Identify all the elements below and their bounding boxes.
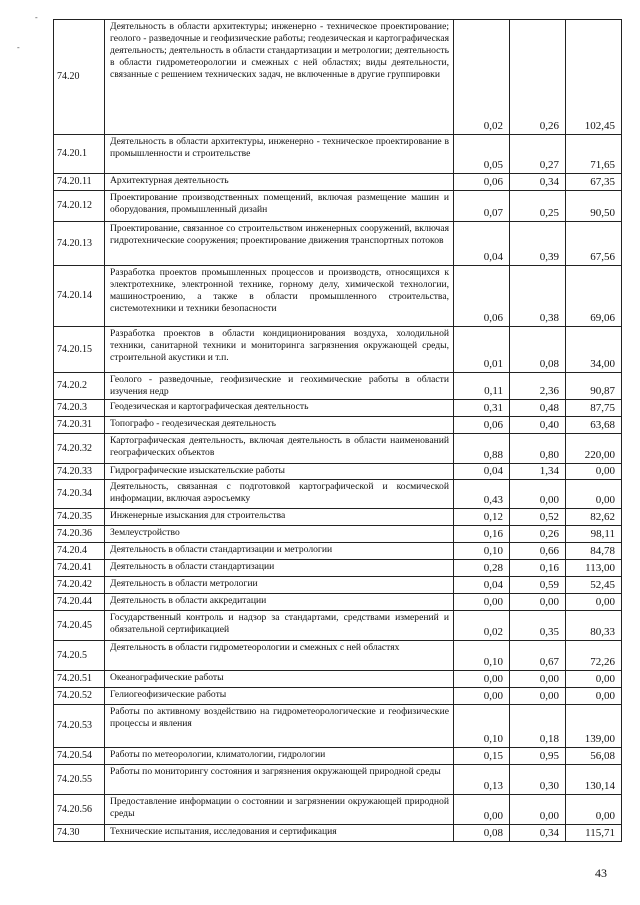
table-row (54, 671, 622, 688)
row-code: 74.20.3 (54, 400, 105, 417)
row-code: 74.20.5 (54, 641, 105, 671)
row-code: 74.20.33 (54, 464, 105, 480)
row-value-2: 0,59 (510, 577, 566, 594)
row-value-1: 0,31 (454, 400, 510, 417)
row-value-3: 80,33 (566, 611, 622, 641)
row-value-3: 84,78 (566, 543, 622, 560)
row-code: 74.20.1 (54, 135, 105, 174)
table-row (54, 641, 622, 671)
row-code: 74.20.44 (54, 594, 105, 611)
table-row (54, 417, 622, 434)
table-row (54, 560, 622, 577)
row-code: 74.20.45 (54, 611, 105, 641)
row-value-1: 0,16 (454, 526, 510, 543)
row-value-1: 0,13 (454, 765, 510, 795)
table-row (54, 509, 622, 526)
row-value-2: 0,00 (510, 480, 566, 509)
row-value-1: 0,43 (454, 480, 510, 509)
table-row (54, 795, 622, 825)
row-value-3: 139,00 (566, 705, 622, 748)
row-value-3: 0,00 (566, 671, 622, 688)
row-description: Гидрографические изыскательские работы (105, 464, 454, 480)
row-value-1: 0,15 (454, 748, 510, 765)
row-value-1: 0,07 (454, 191, 510, 222)
row-value-2: 0,00 (510, 671, 566, 688)
row-description: Работы по активному воздействию на гидрометеорологические и геофизические процессы и явления (105, 705, 454, 748)
row-value-1: 0,06 (454, 417, 510, 434)
row-value-3: 63,68 (566, 417, 622, 434)
table-row (54, 825, 622, 842)
row-description: Деятельность в области архитектуры; инженерно - техническое проектирование; геолого - разведочные и геофизические работы; геодезическая и картографическая деятельность; деятельность в области стандартизации и метрологии; деятельность в области гидрометеорологии и смежных с ней областях; виды деятельности, связанные с решением технических задач, не включенные в другие группировки (105, 20, 454, 135)
row-value-3: 0,00 (566, 594, 622, 611)
row-code: 74.20.42 (54, 577, 105, 594)
row-value-1: 0,88 (454, 434, 510, 464)
row-description: Проектирование, связанное со строительством инженерных сооружений, включая гидротехнические сооружения; проектирование движения транспортных потоков (105, 222, 454, 266)
row-code: 74.20.52 (54, 688, 105, 705)
row-code: 74.20.11 (54, 174, 105, 191)
row-description: Работы по метеорологии, климатологии, гидрологии (105, 748, 454, 765)
row-value-2: 0,26 (510, 20, 566, 135)
row-code: 74.20.15 (54, 327, 105, 373)
row-value-2: 0,00 (510, 594, 566, 611)
table-row (54, 327, 622, 373)
row-description: Деятельность в области аккредитации (105, 594, 454, 611)
row-code: 74.20.41 (54, 560, 105, 577)
row-value-3: 130,14 (566, 765, 622, 795)
row-value-2: 0,08 (510, 327, 566, 373)
row-value-3: 102,45 (566, 20, 622, 135)
row-value-3: 0,00 (566, 688, 622, 705)
row-description: Деятельность в области стандартизации и метрологии (105, 543, 454, 560)
row-code: 74.20.34 (54, 480, 105, 509)
table-row (54, 543, 622, 560)
row-value-3: 82,62 (566, 509, 622, 526)
table-row (54, 705, 622, 748)
row-value-2: 0,25 (510, 191, 566, 222)
table-row (54, 688, 622, 705)
row-value-1: 0,10 (454, 641, 510, 671)
row-description: Гелиогеофизические работы (105, 688, 454, 705)
row-code: 74.20.2 (54, 373, 105, 400)
table-row (54, 222, 622, 266)
row-description: Геодезическая и картографическая деятельность (105, 400, 454, 417)
margin-mark: - (35, 13, 38, 22)
row-code: 74.20.4 (54, 543, 105, 560)
row-value-1: 0,10 (454, 543, 510, 560)
page-number: 43 (595, 866, 607, 880)
row-value-2: 0,66 (510, 543, 566, 560)
row-description: Деятельность в области метрологии (105, 577, 454, 594)
row-description: Геолого - разведочные, геофизические и геохимические работы в области изучения недр (105, 373, 454, 400)
row-code: 74.20.12 (54, 191, 105, 222)
row-code: 74.20.13 (54, 222, 105, 266)
row-code: 74.20.51 (54, 671, 105, 688)
row-description: Топографо - геодезическая деятельность (105, 417, 454, 434)
row-value-2: 0,95 (510, 748, 566, 765)
row-value-1: 0,06 (454, 266, 510, 327)
row-value-1: 0,04 (454, 464, 510, 480)
row-value-2: 0,26 (510, 526, 566, 543)
table-row (54, 526, 622, 543)
row-value-2: 0,39 (510, 222, 566, 266)
row-description: Архитектурная деятельность (105, 174, 454, 191)
row-value-3: 90,50 (566, 191, 622, 222)
row-value-2: 0,34 (510, 174, 566, 191)
table-row (54, 480, 622, 509)
row-value-1: 0,00 (454, 688, 510, 705)
row-value-2: 0,80 (510, 434, 566, 464)
row-value-3: 52,45 (566, 577, 622, 594)
row-value-2: 0,67 (510, 641, 566, 671)
table-row (54, 174, 622, 191)
row-value-2: 0,38 (510, 266, 566, 327)
row-value-3: 90,87 (566, 373, 622, 400)
row-code: 74.30 (54, 825, 105, 842)
row-value-1: 0,00 (454, 594, 510, 611)
row-description: Проектирование производственных помещений, включая размещение машин и оборудования, промышленный дизайн (105, 191, 454, 222)
row-value-2: 0,00 (510, 688, 566, 705)
row-value-1: 0,12 (454, 509, 510, 526)
table-row (54, 266, 622, 327)
row-value-3: 69,06 (566, 266, 622, 327)
row-code: 74.20.14 (54, 266, 105, 327)
row-value-3: 115,71 (566, 825, 622, 842)
row-description: Деятельность, связанная с подготовкой картографической и космической информации, включая аэросъемку (105, 480, 454, 509)
row-value-1: 0,02 (454, 611, 510, 641)
row-value-2: 0,30 (510, 765, 566, 795)
row-code: 74.20.55 (54, 765, 105, 795)
row-value-2: 0,48 (510, 400, 566, 417)
table-row (54, 191, 622, 222)
row-description: Разработка проектов в области кондиционирования воздуха, холодильной техники, санитарной техники и мониторинга загрязнения окружающей среды, строительной акустики и т.п. (105, 327, 454, 373)
row-value-3: 0,00 (566, 795, 622, 825)
row-value-2: 0,00 (510, 795, 566, 825)
row-code: 74.20.32 (54, 434, 105, 464)
table-row (54, 400, 622, 417)
table-row (54, 594, 622, 611)
row-description: Деятельность в области стандартизации (105, 560, 454, 577)
row-value-2: 2,36 (510, 373, 566, 400)
row-value-3: 67,56 (566, 222, 622, 266)
row-code: 74.20.56 (54, 795, 105, 825)
row-value-1: 0,04 (454, 222, 510, 266)
row-value-1: 0,11 (454, 373, 510, 400)
row-value-2: 0,16 (510, 560, 566, 577)
row-value-3: 0,00 (566, 464, 622, 480)
row-description: Инженерные изыскания для строительства (105, 509, 454, 526)
row-value-3: 34,00 (566, 327, 622, 373)
row-value-3: 87,75 (566, 400, 622, 417)
row-value-3: 72,26 (566, 641, 622, 671)
row-value-1: 0,08 (454, 825, 510, 842)
row-description: Землеустройство (105, 526, 454, 543)
row-value-1: 0,00 (454, 671, 510, 688)
row-description: Технические испытания, исследования и сертификация (105, 825, 454, 842)
row-value-1: 0,00 (454, 795, 510, 825)
row-value-2: 1,34 (510, 464, 566, 480)
row-value-1: 0,28 (454, 560, 510, 577)
row-value-3: 98,11 (566, 526, 622, 543)
row-value-2: 0,40 (510, 417, 566, 434)
margin-mark: - (17, 43, 20, 52)
table-row (54, 135, 622, 174)
row-description: Разработка проектов промышленных процессов и производств, относящихся к электротехнике, электронной технике, горному делу, химической технологии, машиностроению, а также в области промышленного строительства, системотехники и техники безопасности (105, 266, 454, 327)
row-code: 74.20 (54, 20, 105, 135)
table-row (54, 577, 622, 594)
row-code: 74.20.35 (54, 509, 105, 526)
row-value-3: 67,35 (566, 174, 622, 191)
row-value-2: 0,34 (510, 825, 566, 842)
row-value-1: 0,02 (454, 20, 510, 135)
row-value-1: 0,10 (454, 705, 510, 748)
row-value-1: 0,06 (454, 174, 510, 191)
row-value-2: 0,35 (510, 611, 566, 641)
table-row (54, 373, 622, 400)
row-description: Деятельность в области гидрометеорологии и смежных с ней областях (105, 641, 454, 671)
row-code: 74.20.53 (54, 705, 105, 748)
row-value-2: 0,52 (510, 509, 566, 526)
row-value-1: 0,04 (454, 577, 510, 594)
row-description: Предоставление информации о состоянии и загрязнении окружающей природной среды (105, 795, 454, 825)
row-description: Океанографические работы (105, 671, 454, 688)
row-value-3: 71,65 (566, 135, 622, 174)
row-value-3: 113,00 (566, 560, 622, 577)
row-code: 74.20.54 (54, 748, 105, 765)
row-description: Картографическая деятельность, включая деятельность в области наименований географических объектов (105, 434, 454, 464)
row-code: 74.20.31 (54, 417, 105, 434)
row-code: 74.20.36 (54, 526, 105, 543)
table-row (54, 434, 622, 464)
row-value-1: 0,05 (454, 135, 510, 174)
row-description: Деятельность в области архитектуры, инженерно - техническое проектирование в промышленности и строительстве (105, 135, 454, 174)
row-value-2: 0,18 (510, 705, 566, 748)
table-row (54, 748, 622, 765)
table-row (54, 464, 622, 480)
row-description: Государственный контроль и надзор за стандартами, средствами измерений и обязательной сертификацией (105, 611, 454, 641)
table-row (54, 611, 622, 641)
row-value-3: 0,00 (566, 480, 622, 509)
row-value-2: 0,27 (510, 135, 566, 174)
row-value-3: 56,08 (566, 748, 622, 765)
row-value-1: 0,01 (454, 327, 510, 373)
table-row (54, 765, 622, 795)
row-description: Работы по мониторингу состояния и загрязнения окружающей природной среды (105, 765, 454, 795)
okved-table (53, 19, 622, 842)
table-row (54, 20, 622, 135)
row-value-3: 220,00 (566, 434, 622, 464)
